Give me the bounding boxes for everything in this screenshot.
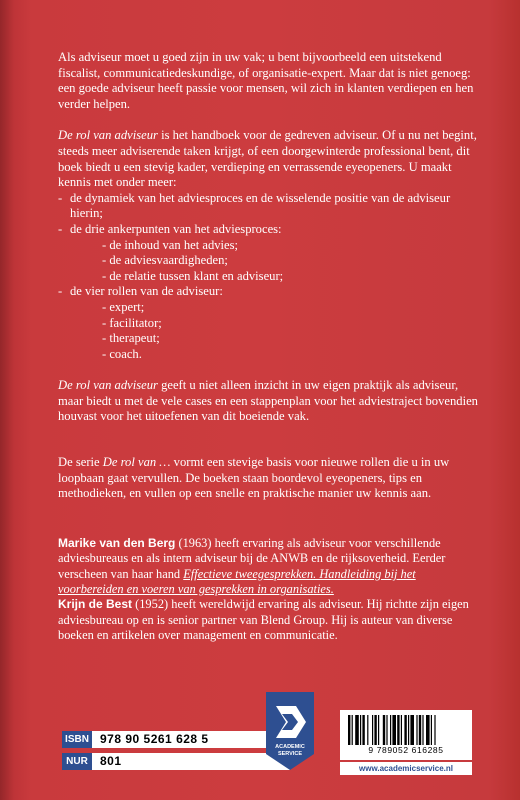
sub-item-text: therapeut;: [109, 331, 160, 346]
sub-item-text: de relatie tussen klant en adviseur;: [109, 268, 284, 283]
author-name: Marike van den Berg: [58, 535, 176, 550]
isbn-label: ISBN: [62, 731, 92, 748]
topic-item-roles: [58, 284, 478, 362]
series-paragraph: [58, 455, 478, 502]
barcode-bar: [360, 715, 361, 745]
blurb: [58, 50, 478, 660]
barcode-bar: [348, 715, 350, 745]
barcode-bar: [355, 715, 359, 745]
author-bio-text: (1963) heeft ervaring als adviseur voor verschillende adviesbureaus en als intern adviseur bij de ANWB en de rijksoverheid. Eerder verscheen van haar hand: [58, 535, 446, 581]
book-title-ref: De rol van adviseur: [58, 378, 158, 393]
isbn-row: [62, 731, 290, 748]
barcode-bar: [426, 715, 430, 745]
logo-text-line1: ACADEMIC: [275, 744, 305, 750]
sub-item-text: facilitator;: [109, 315, 162, 330]
barcode-bar: [397, 715, 399, 745]
topic-item-anchors: [58, 222, 478, 284]
nur-label: NUR: [62, 753, 92, 770]
insight-text: geeft u niet alleen inzicht in uw eigen praktijk als adviseur, maar biedt u met de vele cases en een stappenplan voor het adviestraject bovendien houvast voor het uitoefenen van dit boeiende vak.: [58, 378, 478, 424]
sub-item: - de relatie tussen klant en adviseur;: [102, 268, 284, 283]
topic-item-label: de vier rollen van de adviseur:: [70, 284, 223, 299]
isbn-value: 978 90 5261 628 5: [92, 731, 290, 748]
sub-item: - coach.: [102, 346, 142, 361]
spine-shadow: [0, 0, 14, 800]
barcode-bar: [408, 715, 409, 745]
sub-item-text: de adviesvaardigheden;: [109, 253, 228, 268]
barcode-bar: [386, 715, 387, 745]
author-bio-2: [58, 597, 478, 643]
sub-item-text: coach.: [109, 346, 142, 361]
barcode-bar: [434, 715, 435, 745]
barcode-bar: [410, 715, 414, 745]
intro-paragraph: Als adviseur moet u goed zijn in uw vak; u bent bijvoorbeeld een uitstekend fiscalist, communicatiedeskundige, of organisatie-expert. Maar dat is niet genoeg: een goede adviseur heeft passie voor mensen, wil zich in klanten verdiepen en hen verder helpen.: [58, 50, 474, 111]
sub-item: - de adviesvaardigheden;: [102, 253, 228, 268]
publisher-url: www.academicservice.nl: [340, 762, 472, 775]
series-title: De rol van …: [102, 455, 171, 470]
barcode-bar: [404, 715, 406, 745]
roles-sublist: [70, 300, 478, 362]
anchor-sublist: [70, 238, 478, 285]
topic-list: [58, 191, 478, 363]
barcode-panel: [340, 710, 472, 760]
barcode-bar: [362, 715, 364, 745]
barcode-bar: [378, 715, 379, 745]
sub-item: - therapeut;: [102, 331, 160, 346]
sub-item-text: expert;: [109, 299, 145, 314]
nur-value: 801: [92, 753, 290, 770]
book-title-ref: De rol van adviseur: [58, 128, 158, 143]
author-bio-text: (1952) heeft wereldwijd ervaring als adviseur. Hij richtte zijn eigen adviesbureau op en is senior partner van Blend Group. Hij is auteur van diverse boeken en artikelen over management en communicatie.: [58, 597, 469, 643]
topic-item-label: de drie ankerpunten van het adviesproces:: [70, 221, 282, 236]
description-paragraph: [58, 128, 478, 190]
barcode-bar: [431, 715, 432, 745]
barcode-bar: [401, 715, 402, 745]
academic-service-logo: [262, 692, 318, 772]
insight-paragraph: [58, 378, 478, 425]
book-codes: [62, 731, 290, 775]
sub-item: - expert;: [102, 299, 145, 314]
barcode-bar: [392, 715, 396, 745]
barcode-bar: [419, 715, 421, 745]
description-text: is het handboek voor de gedreven adviseur. Of u nu net begint, steeds meer adviserende taken krijgt, of een doorgewinterde professional bent, dit boek biedt u een stevig kader, verdieping en verrassende eyeopeners. U maakt kennis met onder meer:: [58, 128, 477, 190]
barcode-bar: [367, 715, 368, 745]
series-text: vormt een stevige basis voor nieuwe rollen die u in uw loopbaan gaat vervullen. De boeken staan boordevol eyeopeners, tips en methodieken, en vullen op een snelle en praktische manier uw kennis aan.: [58, 455, 450, 501]
barcode-number: 9 789052 616285: [368, 745, 444, 755]
barcode-bar: [390, 715, 391, 745]
nur-row: [62, 753, 290, 770]
logo-text-line2: SERVICE: [277, 751, 303, 757]
barcode-bar: [416, 715, 417, 745]
sub-item-text: de inhoud van het advies;: [109, 237, 239, 252]
sub-item: - facilitator;: [102, 315, 162, 330]
sub-item: - de inhoud van het advies;: [102, 237, 239, 252]
author-book-title: Effectieve tweegesprekken. Handleiding bij het voorbereiden en voeren van gesprekken in organisaties.: [58, 566, 416, 597]
barcode-bar: [383, 715, 385, 745]
barcode-bar: [374, 715, 376, 745]
barcode-bar: [422, 715, 423, 745]
barcode-bar: [372, 715, 373, 745]
author-bio-1: [58, 536, 478, 598]
topic-item-dynamics: - de dynamiek van het adviesproces en de wisselende positie van de adviseur hierin;: [58, 191, 478, 222]
barcode-bar: [352, 715, 353, 745]
barcode: [348, 715, 464, 745]
series-pre: De serie: [58, 455, 103, 470]
author-name: Krijn de Best: [58, 597, 133, 612]
